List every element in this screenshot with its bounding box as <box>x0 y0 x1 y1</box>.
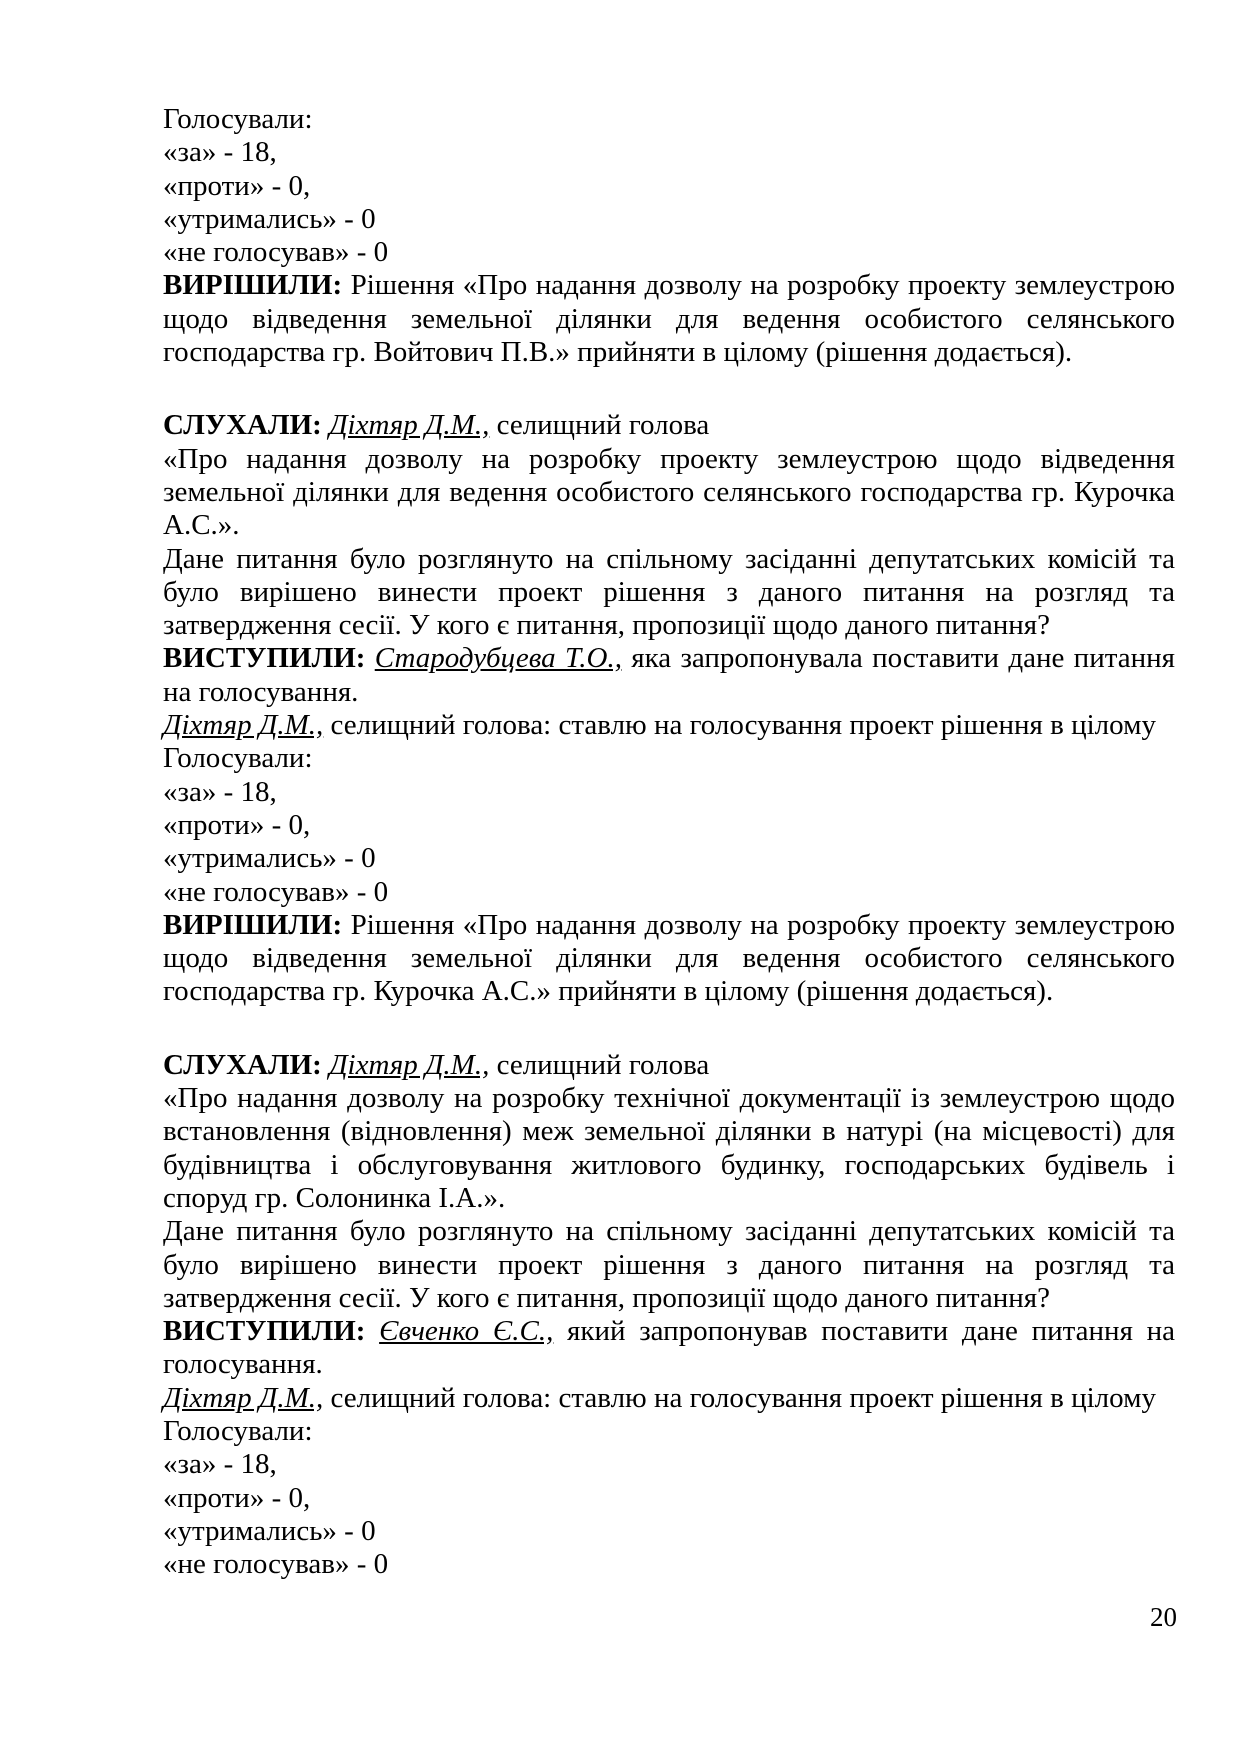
chair-paragraph <box>163 709 1175 742</box>
speaker-role: селищний голова <box>496 1048 710 1081</box>
heard-paragraph <box>163 1049 1175 1082</box>
decision-label: ВИРІШИЛИ: <box>163 269 343 302</box>
topic-paragraph: «Про надання дозволу на розробку проекту землеустрою щодо відведення земельної ділянки для ведення особистого селянського господарства гр. Курочка А.С.». <box>163 442 1175 542</box>
vote-proty: «проти» - 0, <box>163 1481 311 1514</box>
vote-heading: Голосували: <box>163 1414 313 1447</box>
speaker-name: Діхтяр Д.М., <box>329 1048 490 1081</box>
chair-text: селищний голова: ставлю на голосування проект рішення в цілому <box>330 1381 1156 1414</box>
heard-label: СЛУХАЛИ: <box>163 1048 322 1081</box>
topic-paragraph: «Про надання дозволу на розробку технічної документації із землеустрою щодо встановлення (відновлення) меж земельної ділянки в натурі (на місцевості) для будівництва і обслуговування житлового будинку, господарських будівель і споруд гр. Солонинка І.А.». <box>163 1082 1175 1214</box>
spoke-paragraph <box>163 642 1175 709</box>
vote-za: «за» - 18, <box>163 136 277 169</box>
chair-name: Діхтяр Д.М., <box>163 1381 324 1414</box>
heard-paragraph <box>163 409 1175 442</box>
vote-za: «за» - 18, <box>163 1448 277 1481</box>
discussion-paragraph: Дане питання було розглянуто на спільному засіданні депутатських комісій та було вирішено винести проект рішення з даного питання на розгляд та затвердження сесії. У кого є питання, пропозиції щодо даного питання? <box>163 542 1175 642</box>
page-number: 20 <box>1150 1602 1177 1632</box>
spoke-name: Євченко Є.С., <box>379 1315 554 1348</box>
vote-utrymalysia: «утримались» - 0 <box>163 202 376 235</box>
decision-paragraph <box>163 909 1175 1009</box>
vote-utrymalysia: «утримались» - 0 <box>163 1514 376 1547</box>
vote-utrymalysia: «утримались» - 0 <box>163 842 376 875</box>
spoke-text: яка запропонувала поставити дане питання на голосування. <box>163 642 1175 708</box>
spoke-name: Стародубцева Т.О., <box>374 642 622 675</box>
spoke-paragraph <box>163 1315 1175 1382</box>
vote-za: «за» - 18, <box>163 775 277 808</box>
chair-name: Діхтяр Д.М., <box>163 709 324 742</box>
decision-paragraph <box>163 269 1175 369</box>
chair-text: селищний голова: ставлю на голосування проект рішення в цілому <box>330 709 1156 742</box>
discussion-paragraph: Дане питання було розглянуто на спільному засіданні депутатських комісій та було вирішено винести проект рішення з даного питання на розгляд та затвердження сесії. У кого є питання, пропозиції щодо даного питання? <box>163 1215 1175 1314</box>
speaker-role: селищний голова <box>496 409 710 442</box>
vote-ne-holosuvav: «не голосував» - 0 <box>163 875 389 908</box>
decision-text: Рішення «Про надання дозволу на розробку проекту землеустрою щодо відведення земельної ділянки для ведення особистого селянського господарства гр. Курочка А.С.» прийняти в цілому (рішення додається). <box>163 908 1175 1008</box>
spoke-label: ВИСТУПИЛИ: <box>163 1315 366 1348</box>
vote-ne-holosuvav: «не голосував» - 0 <box>163 236 389 269</box>
spoke-label: ВИСТУПИЛИ: <box>163 642 366 675</box>
vote-heading: Голосували: <box>163 103 313 135</box>
heard-label: СЛУХАЛИ: <box>163 409 322 442</box>
vote-proty: «проти» - 0, <box>163 169 311 202</box>
vote-heading: Голосували: <box>163 742 313 775</box>
document-page <box>163 103 1175 1581</box>
spoke-text: який запропонував поставити дане питання на голосування. <box>163 1315 1176 1381</box>
speaker-name: Діхтяр Д.М., <box>329 409 490 442</box>
chair-paragraph <box>163 1382 1175 1415</box>
decision-label: ВИРІШИЛИ: <box>163 908 343 941</box>
vote-proty: «проти» - 0, <box>163 808 311 841</box>
vote-ne-holosuvav: «не голосував» - 0 <box>163 1548 389 1581</box>
decision-text: Рішення «Про надання дозволу на розробку проекту землеустрою щодо відведення земельної ділянки для ведення особистого селянського господарства гр. Войтович П.В.» прийняти в цілому (рішення додається). <box>163 269 1175 369</box>
